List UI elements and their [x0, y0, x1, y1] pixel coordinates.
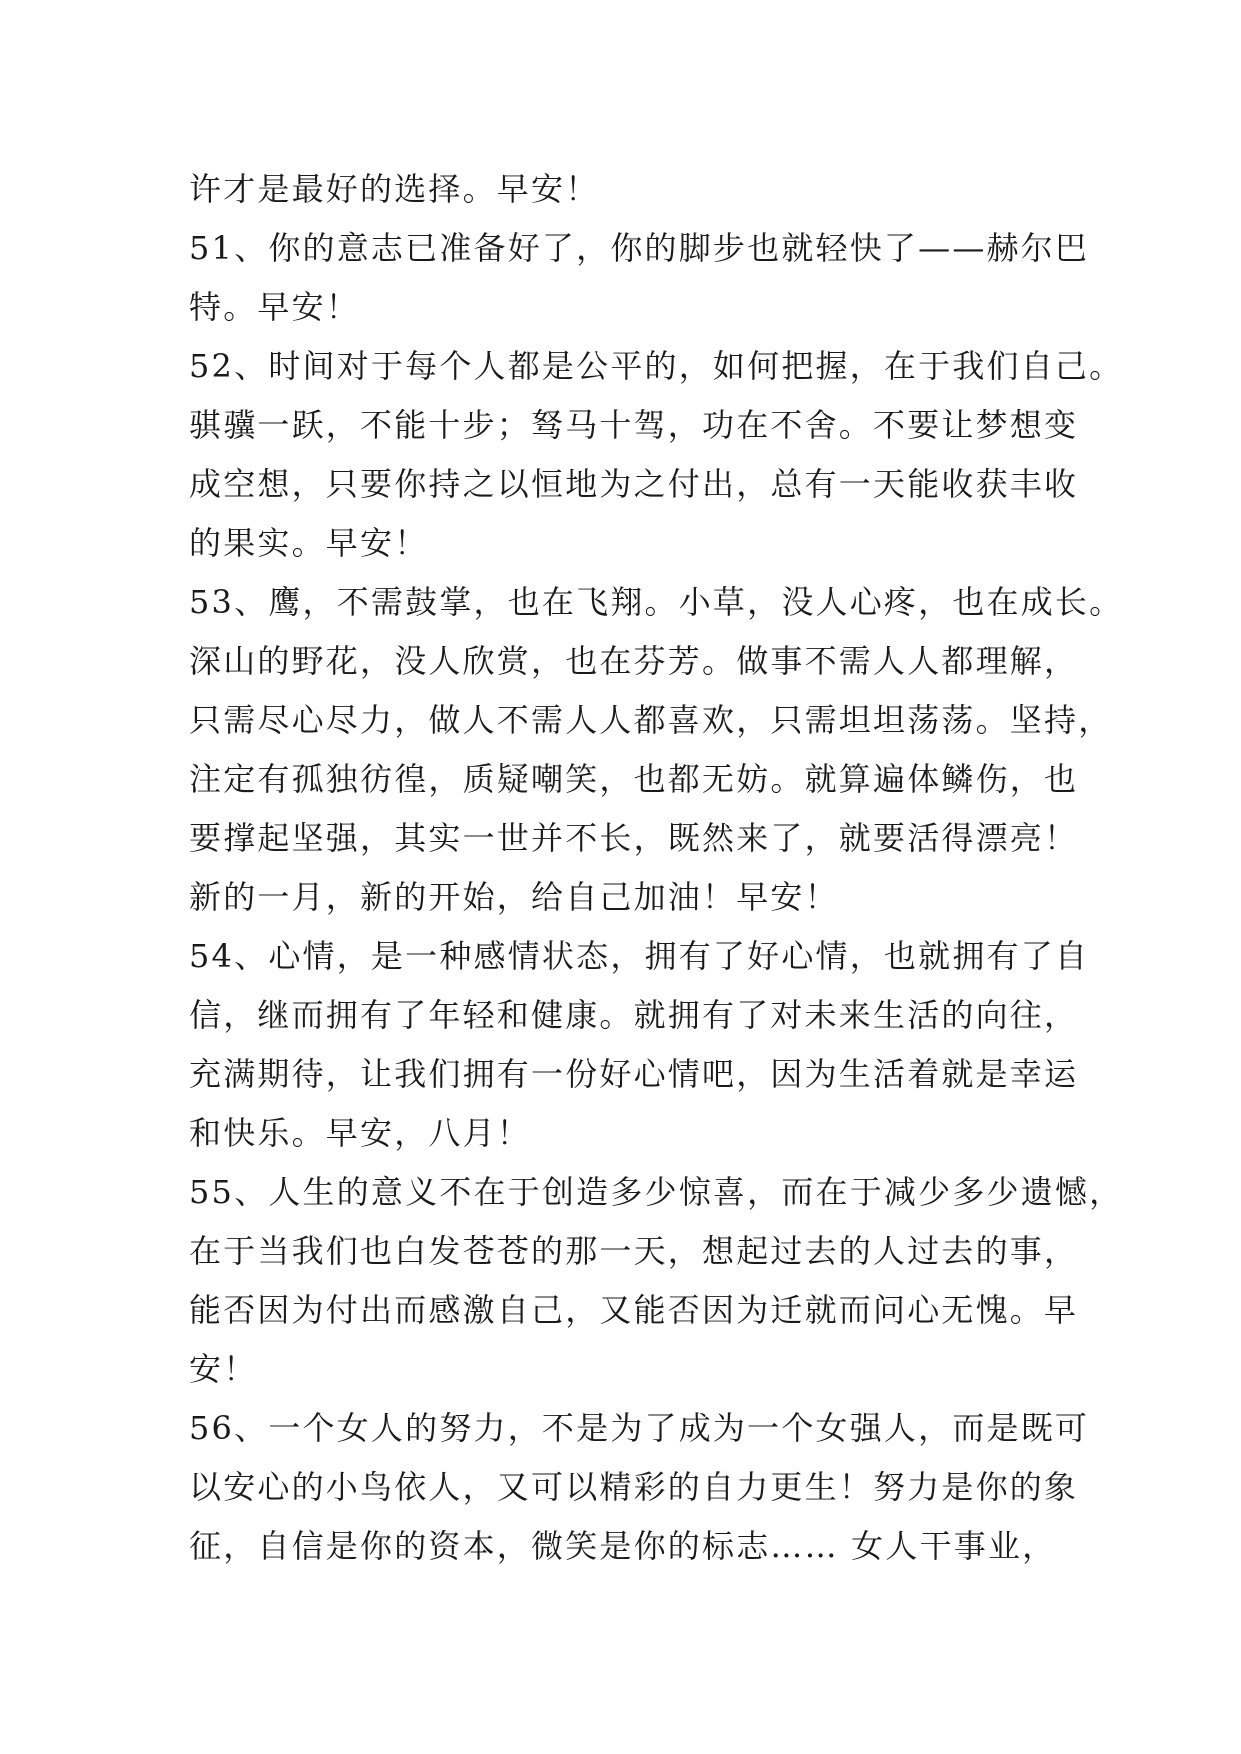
text-line: 能否因为付出而感激自己，又能否因为迁就而问心无愧。早: [189, 1291, 1079, 1329]
text-line: 许才是最好的选择。早安！: [189, 170, 600, 208]
text-line: 特。早安！: [189, 288, 361, 326]
text-line: 注定有孤独彷徨，质疑嘲笑，也都无妨。就算遍体鳞伤，也: [189, 760, 1079, 798]
text-line: 安！: [189, 1350, 258, 1388]
document-body: [189, 160, 1124, 1576]
text-line: 只需尽心尽力，做人不需人人都喜欢，只需坦坦荡荡。坚持，: [189, 701, 1113, 739]
text-line: 征，自信是你的资本，微笑是你的标志…… 女人干事业，: [189, 1527, 1057, 1565]
text-line: 和快乐。早安，八月！: [189, 1114, 532, 1152]
text-line: 56、一个女人的努力，不是为了成为一个女强人，而是既可: [189, 1409, 1090, 1447]
text-line: 深山的野花，没人欣赏，也在芬芳。做事不需人人都理解，: [189, 642, 1079, 680]
text-line: 51、你的意志已准备好了，你的脚步也就轻快了——赫尔巴: [189, 229, 1090, 267]
text-line: 52、时间对于每个人都是公平的，如何把握，在于我们自己。: [189, 347, 1124, 385]
text-line: 新的一月，新的开始，给自己加油！早安！: [189, 878, 839, 916]
text-line: 成空想，只要你持之以恒地为之付出，总有一天能收获丰收: [189, 465, 1079, 503]
text-line: 以安心的小鸟依人，又可以精彩的自力更生！努力是你的象: [189, 1468, 1079, 1506]
text-line: 充满期待，让我们拥有一份好心情吧，因为生活着就是幸运: [189, 1055, 1079, 1093]
text-line: 在于当我们也白发苍苍的那一天，想起过去的人过去的事，: [189, 1232, 1079, 1270]
text-line: 要撑起坚强，其实一世并不长，既然来了，就要活得漂亮！: [189, 819, 1079, 857]
text-line: 55、人生的意义不在于创造多少惊喜，而在于减少多少遗憾，: [189, 1173, 1124, 1211]
text-line: 53、鹰，不需鼓掌，也在飞翔。小草，没人心疼，也在成长。: [189, 583, 1124, 621]
text-line: 54、心情，是一种感情状态，拥有了好心情，也就拥有了自: [189, 937, 1090, 975]
text-line: 信，继而拥有了年轻和健康。就拥有了对未来生活的向往，: [189, 996, 1079, 1034]
text-line: 骐骥一跃，不能十步；驽马十驾，功在不舍。不要让梦想变: [189, 406, 1079, 444]
text-line: 的果实。早安！: [189, 524, 429, 562]
